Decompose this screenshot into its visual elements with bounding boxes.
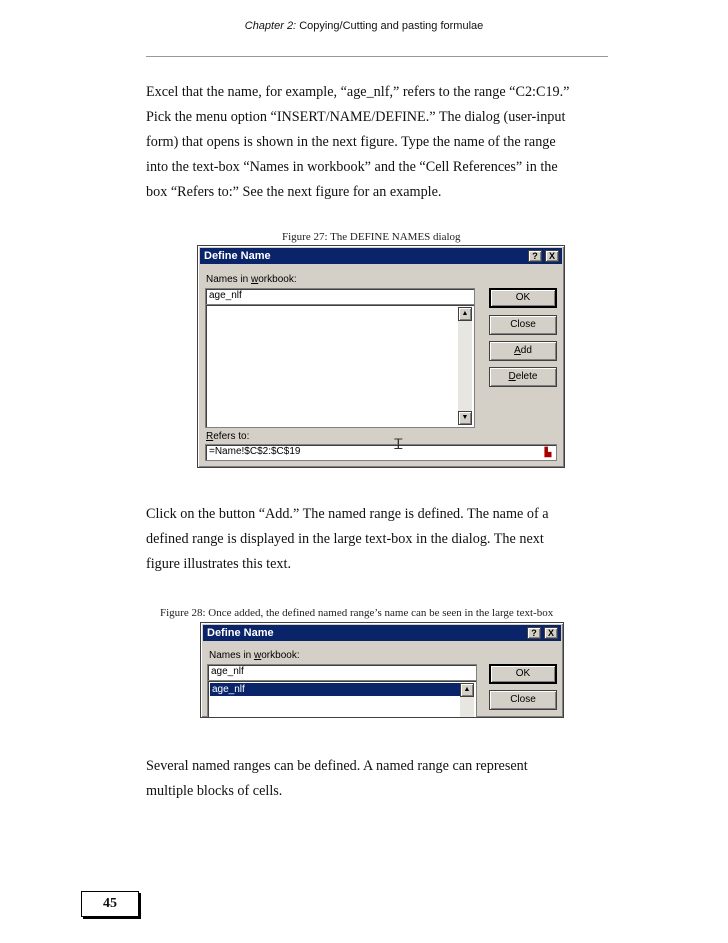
list-item[interactable]: age_nlf bbox=[210, 683, 460, 696]
paragraph-line: Pick the menu option “INSERT/NAME/DEFINE.” The dialog (user-input bbox=[146, 109, 566, 125]
header-rule bbox=[146, 56, 608, 57]
close-button[interactable]: Close bbox=[489, 315, 557, 335]
ok-button[interactable]: OK bbox=[489, 288, 557, 308]
close-icon[interactable]: X bbox=[544, 627, 558, 639]
paragraph-line: form) that opens is shown in the next figure. Type the name of the range bbox=[146, 134, 556, 150]
paragraph-line: defined range is displayed in the large text-box in the dialog. The next bbox=[146, 531, 544, 547]
close-button[interactable]: Close bbox=[489, 690, 557, 710]
page-header bbox=[0, 20, 728, 32]
ok-button[interactable]: OK bbox=[489, 664, 557, 684]
label-text: efers to: bbox=[213, 431, 250, 442]
names-in-workbook-input[interactable]: age_nlf bbox=[205, 288, 475, 305]
figure-27-caption: Figure 27: The DEFINE NAMES dialog bbox=[282, 231, 461, 243]
button-accelerator: A bbox=[514, 345, 521, 356]
help-button[interactable]: ? bbox=[527, 627, 541, 639]
paragraph-line: Several named ranges can be defined. A named range can represent bbox=[146, 758, 528, 774]
figure-28-caption: Figure 28: Once added, the defined named range’s name can be seen in the large text-box bbox=[160, 607, 554, 619]
names-listbox[interactable] bbox=[207, 680, 477, 718]
define-name-dialog-2 bbox=[200, 622, 564, 718]
label-text: orkbook: bbox=[258, 274, 297, 285]
scroll-down-icon[interactable]: ▼ bbox=[458, 411, 472, 425]
help-button[interactable]: ? bbox=[528, 250, 542, 262]
dialog-titlebar bbox=[200, 248, 562, 264]
paragraph-line: multiple blocks of cells. bbox=[146, 783, 283, 799]
scroll-up-icon[interactable]: ▲ bbox=[460, 683, 474, 697]
names-in-workbook-label bbox=[206, 274, 297, 285]
chapter-label: Chapter 2: bbox=[244, 20, 297, 32]
label-text: orkbook: bbox=[261, 650, 300, 661]
label-accelerator: w bbox=[254, 650, 262, 661]
label-accelerator: w bbox=[251, 274, 259, 285]
names-in-workbook-input[interactable]: age_nlf bbox=[207, 664, 477, 681]
paragraph-line: figure illustrates this text. bbox=[146, 556, 291, 572]
listbox-scrollbar[interactable] bbox=[458, 307, 472, 425]
paragraph-line: Excel that the name, for example, “age_nlf,” refers to the range “C2:C19.” bbox=[146, 84, 570, 100]
listbox-scrollbar[interactable] bbox=[460, 683, 474, 718]
text-cursor-icon: Ꮖ bbox=[394, 436, 404, 452]
paragraph-3 bbox=[146, 754, 616, 804]
define-name-dialog bbox=[197, 245, 565, 468]
page-number: 45 bbox=[81, 891, 139, 917]
button-text: dd bbox=[520, 345, 532, 356]
dialog-title: Define Name bbox=[207, 627, 274, 639]
paragraph-2 bbox=[146, 502, 616, 577]
label-text: Names in bbox=[206, 274, 252, 285]
refers-to-label bbox=[206, 431, 249, 442]
label-accelerator: R bbox=[206, 431, 214, 442]
paragraph-line: box “Refers to:” See the next figure for an example. bbox=[146, 184, 442, 200]
refers-to-input[interactable]: =Name!$C$2:$C$19 bbox=[205, 444, 557, 461]
chapter-title: Copying/Cutting and pasting formulae bbox=[299, 20, 484, 32]
paragraph-line: into the text-box “Names in workbook” and the “Cell References” in the bbox=[146, 159, 558, 175]
paragraph-1 bbox=[146, 80, 616, 205]
paragraph-line: Click on the button “Add.” The named range is defined. The name of a bbox=[146, 506, 549, 522]
delete-button[interactable] bbox=[489, 367, 557, 387]
collapse-dialog-icon[interactable]: ▙ bbox=[544, 447, 552, 457]
dialog-titlebar bbox=[203, 625, 561, 641]
button-accelerator: D bbox=[508, 371, 516, 382]
label-text: Names in bbox=[209, 650, 255, 661]
add-button[interactable] bbox=[489, 341, 557, 361]
button-text: elete bbox=[515, 371, 538, 382]
scroll-up-icon[interactable]: ▲ bbox=[458, 307, 472, 321]
names-listbox[interactable] bbox=[205, 304, 475, 428]
close-icon[interactable]: X bbox=[545, 250, 559, 262]
names-in-workbook-label bbox=[209, 650, 300, 661]
dialog-title: Define Name bbox=[204, 250, 271, 262]
